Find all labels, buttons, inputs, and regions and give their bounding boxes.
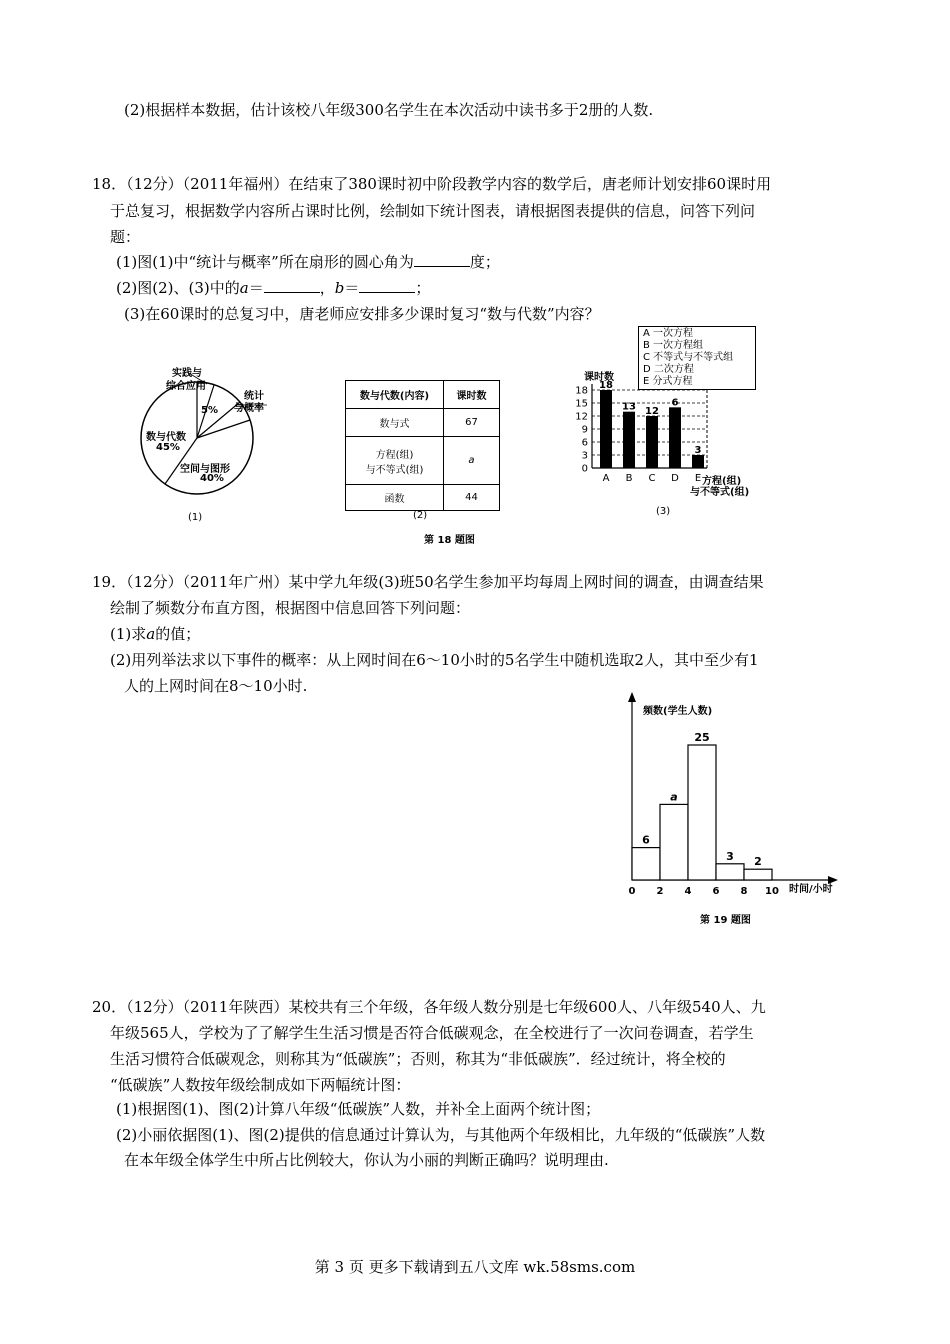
bar-data-label: 18 [599,380,613,391]
legend-item: E 分式方程 [643,376,693,387]
page-footer: 第 3 页 更多下载请到五八文库 wk.58sms.com [314,1258,636,1276]
table-cell: 67 [444,409,500,437]
q20-line3: 生活习惯符合低碳观念，则称其为“低碳族”；否则，称其为“非低碳族”．经过统计，将全校的 [110,1050,726,1068]
hist-bar-2-4 [660,804,688,880]
hist-x-tick: 10 [765,886,779,897]
table-cell: 方程(组) 与不等式(组) [346,437,444,485]
pie-label-practice-2: 综合应用 [166,381,206,392]
bar-y-tick: 3 [581,450,588,462]
answer-blank [414,252,470,267]
top-line: (2)根据样本数据，估计该校八年级300名学生在本次活动中读书多于2册的人数. [124,101,654,119]
table-cell: 函数 [346,485,444,511]
q20-line4: “低碳族”人数按年级绘制成如下两幅统计图： [110,1076,411,1094]
bar-E [692,455,704,468]
q18-sub1: (1)图(1)中“统计与概率”所在扇形的圆心角为 度； [116,253,500,271]
bar-x-tick: E [694,473,702,484]
table-header: 课时数 [444,381,500,409]
hist-x-tick: 2 [656,886,664,897]
hist-y-arrow [628,692,636,702]
hist-data-label: 2 [754,855,762,869]
table-cell: a [444,437,500,485]
hist-data-label: 6 [642,833,650,847]
bar-A [600,390,612,468]
hist-x-tick: 6 [712,886,720,897]
q18-line1: 18．（12分）（2011年福州）在结束了380课时初中阶段教学内容的数学后，唐老师计划安排60课时用 [92,175,772,193]
q19-sub2-line1: (2)用列举法求以下事件的概率：从上网时间在6～10小时的5名学生中随机选取2人，其中至少有1 [110,651,759,669]
bar-D [669,407,681,468]
bar-data-label: 13 [622,401,636,413]
pie-pct-5: 5% [201,405,218,416]
hist-caption: 第 19 题图 [700,915,751,926]
pie-pct-40: 40% [200,473,224,484]
q20-sub2-line2: 在本年级全体学生中所占比例较大，你认为小丽的判断正确吗？说明理由. [124,1151,609,1169]
hist-bar-4-6 [688,745,716,880]
hist-data-label: a [670,790,678,804]
bar-data-label: 6 [671,397,679,409]
histogram [612,690,862,900]
legend-item: D 二次方程 [643,364,694,375]
q18-figure-caption: 第 18 题图 [424,535,475,546]
bar-data-label: 12 [645,406,659,417]
hist-bar-6-8 [716,864,744,880]
answer-blank-a [264,278,320,293]
pie-label-geometry: 空间与图形 [180,464,230,475]
table-cell: 44 [444,485,500,511]
bar-B [623,412,635,468]
hist-x-tick: 8 [740,886,748,897]
q20-line2: 年级565人，学校为了了解学生生活习惯是否符合低碳观念，在全校进行了一次问卷调查，若学生 [110,1024,754,1042]
legend-item: A 一次方程 [643,328,694,339]
table-header: 数与代数(内容) [346,381,444,409]
hist-data-label: 25 [694,731,710,744]
q20-line1: 20．（12分）（2011年陕西）某校共有三个年级，各年级人数分别是七年级600人、八年级540人、九 [92,998,766,1016]
answer-blank-b [359,278,415,293]
q18-line2: 于总复习，根据数学内容所占课时比例，绘制如下统计图表，请根据图表提供的信息，问答下列问 [110,202,756,220]
bar-xlabel-2: 与不等式(组) [690,487,750,498]
hist-data-label: 3 [726,849,734,863]
bar-xlabel-1: 方程(组) [702,476,742,487]
q19-sub1: (1)求a的值； [110,625,201,643]
bar-x-tick: C [648,473,656,484]
table-caption: (2) [413,510,428,521]
pie-label-stat-2: 与概率 [234,403,264,414]
bar-y-tick: 18 [575,385,588,397]
bar-y-tick: 0 [581,463,588,475]
hist-x-tick: 4 [684,886,692,897]
pie-caption: (1) [188,512,203,523]
q18-sub2: (2)图(2)、(3)中的a＝ ，b＝ ； [116,279,431,297]
bar-y-tick: 6 [581,437,588,449]
hist-bar-8-10 [744,869,772,880]
bar-caption: (3) [656,506,671,517]
table-cell: 数与式 [346,409,444,437]
bar-y-tick: 12 [575,411,588,423]
hist-bar-0-2 [632,848,660,880]
bar-x-tick: D [671,473,679,484]
q20-sub1: (1)根据图(1)、图(2)计算八年级“低碳族”人数，并补全上面两个统计图； [116,1100,601,1118]
q18-line3: 题： [110,228,141,246]
hist-xlabel: 时间/小时 [789,884,833,895]
bar-C [646,416,658,468]
legend-item: B 一次方程组 [643,340,704,351]
q20-sub2-line1: (2)小丽依据图(1)、图(2)提供的信息通过计算认为，与其他两个年级相比，九年级的“低碳族”人数 [116,1126,766,1144]
bar-ylabel: 课时数 [584,372,614,383]
legend-item: C 不等式与不等式组 [643,352,734,363]
bar-data-label: 3 [694,445,702,456]
q19-line1: 19．（12分）（2011年广州）某中学九年级(3)班50名学生参加平均每周上网时间的调查，由调查结果 [92,573,764,591]
q18-sub3: (3)在60课时的总复习中，唐老师应安排多少课时复习“数与代数”内容？ [124,305,600,323]
pie-label-algebra: 数与代数 [146,432,186,443]
bar-y-tick: 9 [581,424,588,436]
course-table [345,380,500,511]
hist-x-tick: 0 [628,886,636,897]
q19-line2: 绘制了频数分布直方图，根据图中信息回答下列问题： [110,599,471,617]
pie-pct-45: 45% [156,442,180,453]
bar-x-tick: A [602,473,610,484]
q19-sub2-line2: 人的上网时间在8～10小时. [124,677,308,695]
bar-y-tick: 15 [575,398,588,410]
hist-ylabel: 频数(学生人数) [643,706,713,717]
pie-label-practice-1: 实践与 [172,368,202,379]
pie-label-stat-1: 统计 [244,391,264,402]
bar-x-tick: B [625,473,633,484]
